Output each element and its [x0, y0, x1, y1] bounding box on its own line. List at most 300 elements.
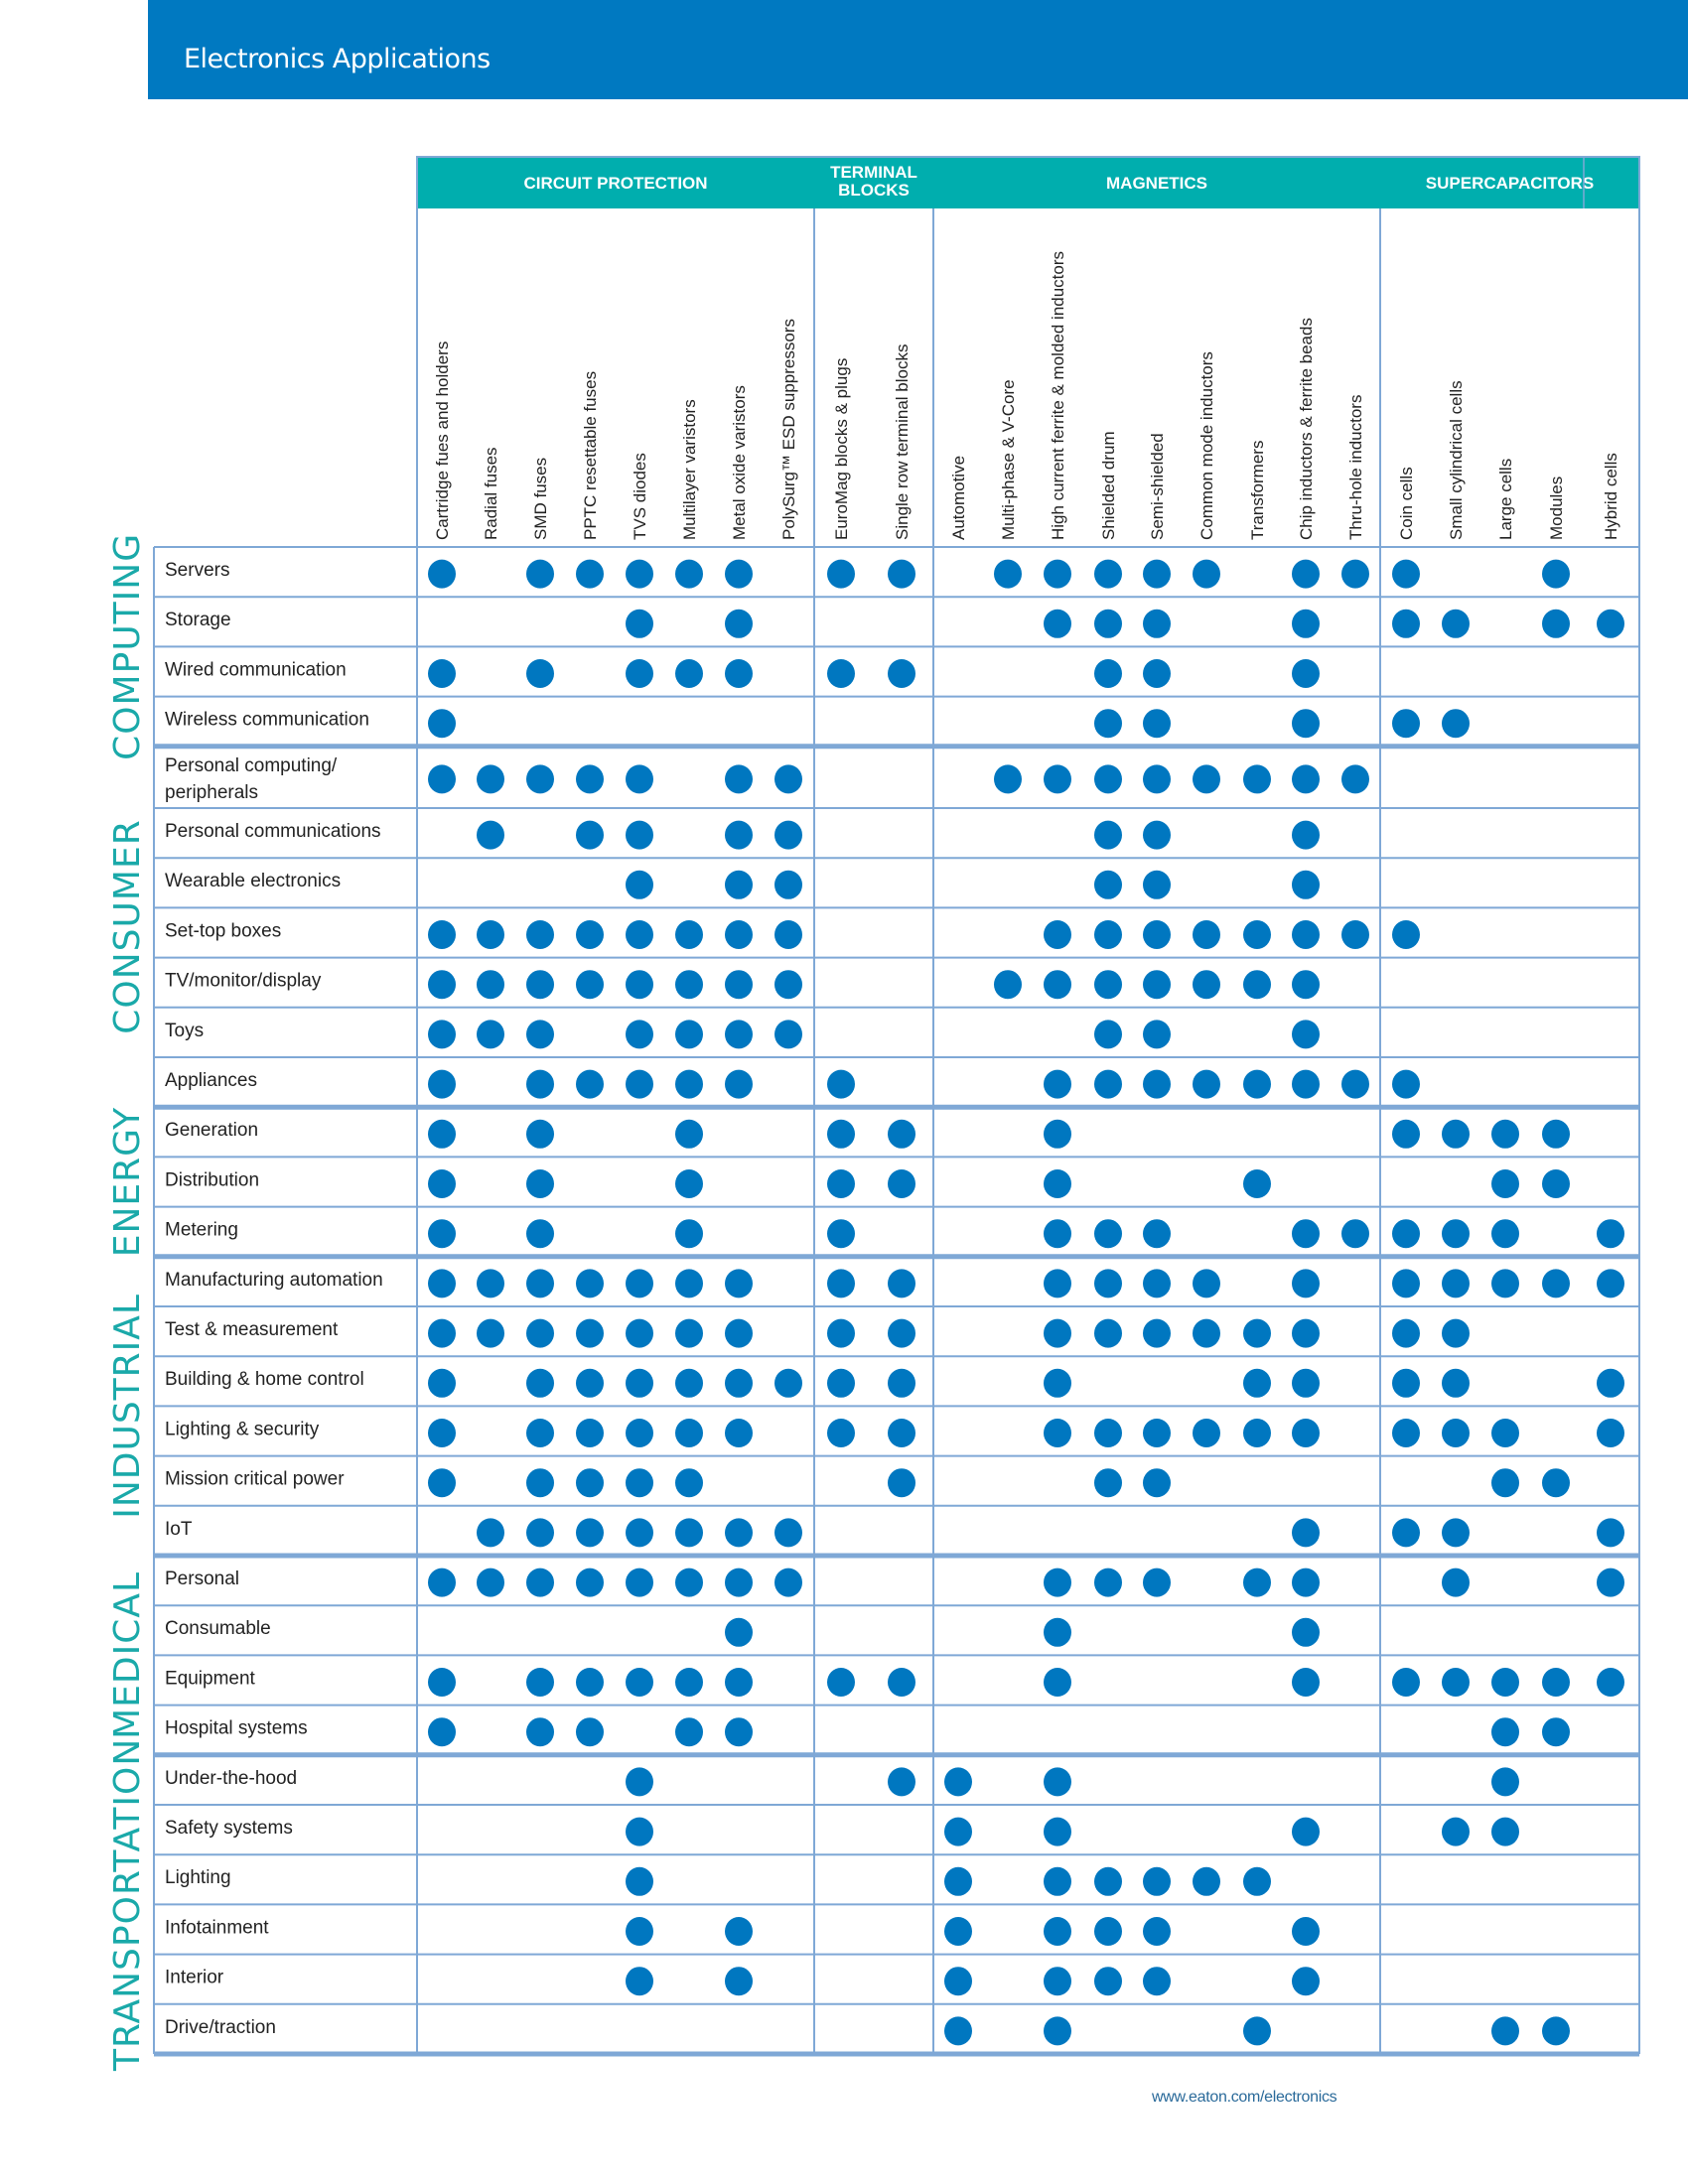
availability-dot: [1442, 1369, 1470, 1398]
column-header: Small cylindrical cells: [1447, 380, 1466, 540]
availability-dot: [1442, 1668, 1470, 1697]
availability-dot: [1392, 610, 1420, 638]
group-header-label: BLOCKS: [838, 181, 910, 200]
availability-dot: [1292, 1569, 1320, 1597]
availability-dot: [1044, 1369, 1071, 1398]
column-header: Multilayer varistors: [680, 399, 699, 540]
row-label: Distribution: [165, 1169, 260, 1191]
availability-dot: [428, 1070, 456, 1099]
availability-dot: [428, 1668, 456, 1697]
availability-dot: [1243, 764, 1271, 793]
availability-dot: [1392, 1668, 1420, 1697]
availability-dot: [725, 1569, 753, 1597]
availability-dot: [1442, 1569, 1470, 1597]
availability-dot: [1442, 1219, 1470, 1248]
availability-dot: [774, 871, 802, 899]
availability-dot: [1044, 2016, 1071, 2045]
availability-dot: [1193, 1319, 1220, 1348]
availability-dot: [1243, 1070, 1271, 1099]
availability-dot: [526, 1169, 554, 1198]
row-label: Interior: [165, 1967, 224, 1988]
page-title: Electronics Applications: [184, 44, 491, 74]
availability-dot: [1243, 2016, 1271, 2045]
availability-dot: [428, 659, 456, 688]
row-label: Wireless communication: [165, 709, 369, 731]
availability-dot: [675, 1668, 703, 1697]
availability-dot: [675, 1269, 703, 1297]
availability-dot: [1044, 1767, 1071, 1796]
header-top-border: [417, 156, 1639, 158]
availability-dot: [1542, 560, 1570, 589]
availability-dot: [626, 1569, 653, 1597]
availability-dot: [1094, 1070, 1122, 1099]
availability-dot: [1292, 659, 1320, 688]
footer-url-link[interactable]: www.eaton.com/electronics: [1152, 2089, 1337, 2106]
availability-dot: [827, 1419, 855, 1447]
availability-dot: [1491, 1717, 1519, 1746]
availability-dot: [1143, 1569, 1171, 1597]
group-header-label: MAGNETICS: [1106, 174, 1207, 193]
availability-dot: [725, 920, 753, 949]
availability-dot: [1243, 1419, 1271, 1447]
row-label: Infotainment: [165, 1917, 269, 1939]
availability-dot: [888, 1319, 915, 1348]
availability-dot: [944, 1917, 972, 1946]
availability-dot: [725, 1668, 753, 1697]
availability-dot: [1243, 970, 1271, 999]
row-label: Lighting: [165, 1867, 231, 1889]
availability-dot: [1094, 1020, 1122, 1048]
availability-dot: [1094, 560, 1122, 589]
availability-dot: [1292, 1818, 1320, 1846]
column-header: Metal oxide varistors: [730, 385, 749, 540]
availability-dot: [428, 764, 456, 793]
availability-dot: [1193, 1419, 1220, 1447]
availability-dot: [1442, 1120, 1470, 1149]
availability-dot: [774, 821, 802, 850]
column-header: Transformers: [1248, 440, 1267, 540]
availability-dot: [626, 1369, 653, 1398]
availability-dot: [576, 1468, 604, 1497]
availability-dot: [428, 1169, 456, 1198]
availability-dot: [675, 1120, 703, 1149]
availability-dot: [1292, 1618, 1320, 1647]
availability-dot: [675, 1219, 703, 1248]
availability-dot: [1044, 764, 1071, 793]
row-label: Wired communication: [165, 659, 347, 681]
column-header: Hybrid cells: [1602, 453, 1620, 540]
availability-dot: [675, 1070, 703, 1099]
availability-dot: [1143, 659, 1171, 688]
availability-dot: [888, 1120, 915, 1149]
availability-dot: [576, 560, 604, 589]
availability-dot: [944, 1767, 972, 1796]
availability-dot: [526, 970, 554, 999]
availability-dot: [526, 1569, 554, 1597]
availability-dot: [626, 1070, 653, 1099]
column-header: EuroMag blocks & plugs: [832, 357, 851, 540]
availability-dot: [1542, 1269, 1570, 1297]
row-label: Personal communications: [165, 821, 381, 842]
availability-dot: [1143, 1020, 1171, 1048]
availability-dot: [1597, 1569, 1624, 1597]
availability-dot: [526, 1120, 554, 1149]
availability-dot: [626, 1917, 653, 1946]
availability-dot: [626, 1020, 653, 1048]
column-header: Shielded drum: [1099, 431, 1118, 540]
availability-dot: [576, 1717, 604, 1746]
availability-dot: [1597, 1518, 1624, 1547]
availability-dot: [576, 1269, 604, 1297]
availability-dot: [526, 1518, 554, 1547]
availability-dot: [1044, 1120, 1071, 1149]
availability-dot: [626, 920, 653, 949]
availability-dot: [888, 1668, 915, 1697]
availability-dot: [428, 1369, 456, 1398]
availability-dot: [827, 1219, 855, 1248]
availability-dot: [626, 1668, 653, 1697]
availability-dot: [725, 1917, 753, 1946]
availability-dot: [1094, 610, 1122, 638]
availability-dot: [1392, 1269, 1420, 1297]
column-header: Automotive: [949, 455, 968, 540]
availability-dot: [725, 610, 753, 638]
row-label: Under-the-hood: [165, 1767, 298, 1789]
availability-dot: [576, 764, 604, 793]
availability-dot: [428, 1020, 456, 1048]
column-header: SMD fuses: [531, 457, 550, 540]
column-header: PPTC resettable fuses: [581, 370, 600, 540]
availability-dot: [675, 1518, 703, 1547]
availability-dot: [675, 1468, 703, 1497]
row-label: Mission critical power: [165, 1468, 345, 1490]
availability-dot: [1442, 1419, 1470, 1447]
availability-dot: [1044, 1867, 1071, 1896]
availability-dot: [1392, 709, 1420, 738]
availability-dot: [1143, 821, 1171, 850]
availability-dot: [1491, 1668, 1519, 1697]
availability-dot: [428, 560, 456, 589]
availability-dot: [1094, 1269, 1122, 1297]
column-header: Cartridge fues and holders: [433, 341, 452, 540]
availability-dot: [1491, 1120, 1519, 1149]
availability-dot: [1392, 920, 1420, 949]
category-label: COMPUTING: [107, 532, 148, 760]
availability-dot: [1341, 1219, 1369, 1248]
availability-dot: [1292, 1020, 1320, 1048]
row-label: Building & home control: [165, 1369, 364, 1391]
availability-dot: [626, 659, 653, 688]
availability-dot: [675, 1020, 703, 1048]
row-label: Test & measurement: [165, 1319, 339, 1340]
availability-dot: [1392, 560, 1420, 589]
availability-dot: [725, 1618, 753, 1647]
availability-dot: [576, 1369, 604, 1398]
availability-dot: [477, 821, 504, 850]
availability-dot: [1292, 1070, 1320, 1099]
availability-dot: [675, 970, 703, 999]
availability-dot: [1442, 1319, 1470, 1348]
availability-dot: [1143, 610, 1171, 638]
availability-dot: [675, 920, 703, 949]
availability-dot: [1094, 764, 1122, 793]
availability-dot: [888, 1468, 915, 1497]
availability-dot: [827, 560, 855, 589]
availability-dot: [626, 764, 653, 793]
availability-dot: [827, 1668, 855, 1697]
availability-dot: [526, 1269, 554, 1297]
availability-dot: [526, 1020, 554, 1048]
availability-dot: [827, 1070, 855, 1099]
availability-dot: [576, 970, 604, 999]
availability-dot: [1542, 2016, 1570, 2045]
availability-dot: [944, 1818, 972, 1846]
availability-dot: [428, 1717, 456, 1746]
availability-dot: [576, 1668, 604, 1697]
availability-dot: [1044, 1319, 1071, 1348]
availability-dot: [626, 560, 653, 589]
availability-dot: [675, 1717, 703, 1746]
availability-dot: [827, 1319, 855, 1348]
availability-dot: [1292, 560, 1320, 589]
availability-dot: [1143, 970, 1171, 999]
availability-dot: [1044, 1219, 1071, 1248]
availability-dot: [1193, 920, 1220, 949]
availability-dot: [1442, 1818, 1470, 1846]
row-label: Lighting & security: [165, 1419, 320, 1440]
availability-dot: [1044, 1419, 1071, 1447]
availability-dot: [1143, 1319, 1171, 1348]
availability-dot: [827, 1269, 855, 1297]
row-label: Equipment: [165, 1668, 255, 1690]
availability-dot: [1292, 1319, 1320, 1348]
availability-dot: [1143, 871, 1171, 899]
column-header: Modules: [1547, 476, 1566, 540]
availability-dot: [944, 1867, 972, 1896]
availability-dot: [1094, 1917, 1122, 1946]
availability-dot: [1392, 1518, 1420, 1547]
availability-dot: [1243, 1369, 1271, 1398]
availability-dot: [1392, 1120, 1420, 1149]
availability-dot: [626, 1518, 653, 1547]
availability-dot: [477, 1569, 504, 1597]
availability-dot: [1044, 1818, 1071, 1846]
availability-dot: [1491, 1219, 1519, 1248]
availability-dot: [1044, 1668, 1071, 1697]
availability-dot: [888, 659, 915, 688]
availability-dot: [1542, 610, 1570, 638]
availability-dot: [675, 659, 703, 688]
availability-dot: [725, 970, 753, 999]
availability-dot: [725, 871, 753, 899]
row-label: peripherals: [165, 781, 258, 803]
availability-dot: [1044, 1967, 1071, 1995]
row-label: Drive/traction: [165, 2016, 276, 2038]
column-header: Large cells: [1496, 458, 1515, 540]
availability-dot: [626, 1419, 653, 1447]
row-label: Set-top boxes: [165, 920, 282, 942]
availability-dot: [526, 920, 554, 949]
row-label: Metering: [165, 1219, 238, 1241]
availability-dot: [1292, 1369, 1320, 1398]
availability-dot: [626, 1269, 653, 1297]
availability-dot: [477, 1319, 504, 1348]
column-header: Coin cells: [1397, 467, 1416, 540]
availability-dot: [526, 1468, 554, 1497]
availability-dot: [526, 560, 554, 589]
availability-dot: [675, 1169, 703, 1198]
availability-dot: [888, 1269, 915, 1297]
availability-dot: [725, 1967, 753, 1995]
row-label: Personal: [165, 1569, 239, 1589]
availability-dot: [725, 659, 753, 688]
availability-dot: [774, 764, 802, 793]
availability-dot: [888, 1169, 915, 1198]
availability-dot: [1243, 1319, 1271, 1348]
availability-dot: [774, 1020, 802, 1048]
column-header: Common mode inductors: [1197, 351, 1216, 540]
availability-dot: [477, 970, 504, 999]
availability-dot: [1044, 1269, 1071, 1297]
availability-dot: [1044, 1569, 1071, 1597]
availability-dot: [1243, 1867, 1271, 1896]
availability-dot: [1392, 1419, 1420, 1447]
availability-dot: [526, 1668, 554, 1697]
availability-dot: [1292, 1668, 1320, 1697]
availability-dot: [1292, 821, 1320, 850]
availability-dot: [725, 821, 753, 850]
row-label: Storage: [165, 610, 231, 631]
availability-dot: [994, 764, 1022, 793]
availability-dot: [428, 1468, 456, 1497]
availability-dot: [1491, 1169, 1519, 1198]
availability-dot: [1542, 1169, 1570, 1198]
availability-dot: [1597, 610, 1624, 638]
row-label: TV/monitor/display: [165, 970, 322, 992]
availability-dot: [1094, 1419, 1122, 1447]
availability-dot: [1094, 920, 1122, 949]
availability-dot: [477, 920, 504, 949]
availability-dot: [526, 1419, 554, 1447]
row-label: IoT: [165, 1518, 193, 1540]
availability-dot: [626, 1767, 653, 1796]
availability-dot: [675, 1419, 703, 1447]
availability-dot: [1341, 560, 1369, 589]
row-label: Personal computing/: [165, 754, 338, 776]
column-header: Single row terminal blocks: [893, 343, 912, 540]
availability-dot: [1491, 1767, 1519, 1796]
availability-dot: [1597, 1269, 1624, 1297]
availability-dot: [725, 1369, 753, 1398]
availability-dot: [725, 1269, 753, 1297]
category-label: MEDICAL: [107, 1570, 148, 1739]
availability-dot: [1597, 1369, 1624, 1398]
availability-dot: [1341, 764, 1369, 793]
row-label: Toys: [165, 1020, 205, 1041]
availability-dot: [477, 1020, 504, 1048]
availability-dot: [944, 2016, 972, 2045]
availability-dot: [576, 920, 604, 949]
availability-dot: [827, 659, 855, 688]
availability-dot: [1094, 1219, 1122, 1248]
availability-dot: [626, 821, 653, 850]
availability-dot: [1143, 1269, 1171, 1297]
availability-dot: [526, 1369, 554, 1398]
row-label: Safety systems: [165, 1818, 293, 1839]
availability-dot: [1442, 709, 1470, 738]
column-header: Chip inductors & ferrite beads: [1297, 318, 1316, 540]
row-label: Consumable: [165, 1618, 271, 1640]
availability-dot: [827, 1120, 855, 1149]
availability-dot: [1542, 1468, 1570, 1497]
availability-dot: [1143, 1867, 1171, 1896]
availability-dot: [774, 1369, 802, 1398]
availability-dot: [1044, 920, 1071, 949]
availability-dot: [1094, 1867, 1122, 1896]
availability-dot: [1143, 1917, 1171, 1946]
availability-dot: [1143, 920, 1171, 949]
availability-dot: [1292, 1419, 1320, 1447]
row-label: Appliances: [165, 1070, 257, 1091]
availability-dot: [1094, 1569, 1122, 1597]
availability-dot: [1143, 1468, 1171, 1497]
availability-dot: [994, 560, 1022, 589]
availability-dot: [1491, 1468, 1519, 1497]
availability-dot: [888, 1767, 915, 1796]
availability-dot: [1193, 560, 1220, 589]
availability-dot: [576, 821, 604, 850]
column-header: TVS diodes: [631, 453, 649, 540]
availability-dot: [1292, 764, 1320, 793]
availability-dot: [1193, 764, 1220, 793]
availability-dot: [944, 1967, 972, 1995]
availability-dot: [1094, 970, 1122, 999]
availability-dot: [1044, 1169, 1071, 1198]
availability-dot: [1392, 1319, 1420, 1348]
availability-dot: [1491, 1818, 1519, 1846]
availability-dot: [1044, 970, 1071, 999]
availability-dot: [1292, 920, 1320, 949]
availability-dot: [1044, 1917, 1071, 1946]
availability-dot: [526, 1717, 554, 1746]
availability-dot: [576, 1419, 604, 1447]
availability-dot: [1597, 1219, 1624, 1248]
row-label: Wearable electronics: [165, 871, 342, 892]
column-header: Radial fuses: [482, 447, 500, 540]
availability-dot: [1292, 1269, 1320, 1297]
group-header-label: SUPERCAPACITORS: [1425, 174, 1595, 193]
availability-dot: [576, 1518, 604, 1547]
group-header-label: CIRCUIT PROTECTION: [523, 174, 708, 193]
availability-dot: [1193, 1867, 1220, 1896]
availability-dot: [1094, 1468, 1122, 1497]
availability-dot: [1143, 709, 1171, 738]
availability-dot: [827, 1369, 855, 1398]
availability-dot: [1143, 560, 1171, 589]
availability-dot: [1193, 970, 1220, 999]
availability-dot: [888, 560, 915, 589]
availability-dot: [774, 1518, 802, 1547]
availability-dot: [626, 1967, 653, 1995]
availability-dot: [1292, 1518, 1320, 1547]
availability-dot: [1491, 2016, 1519, 2045]
availability-dot: [428, 1419, 456, 1447]
column-header: Semi-shielded: [1148, 433, 1167, 540]
availability-dot: [626, 970, 653, 999]
availability-dot: [725, 1319, 753, 1348]
availability-dot: [675, 560, 703, 589]
availability-dot: [1094, 871, 1122, 899]
